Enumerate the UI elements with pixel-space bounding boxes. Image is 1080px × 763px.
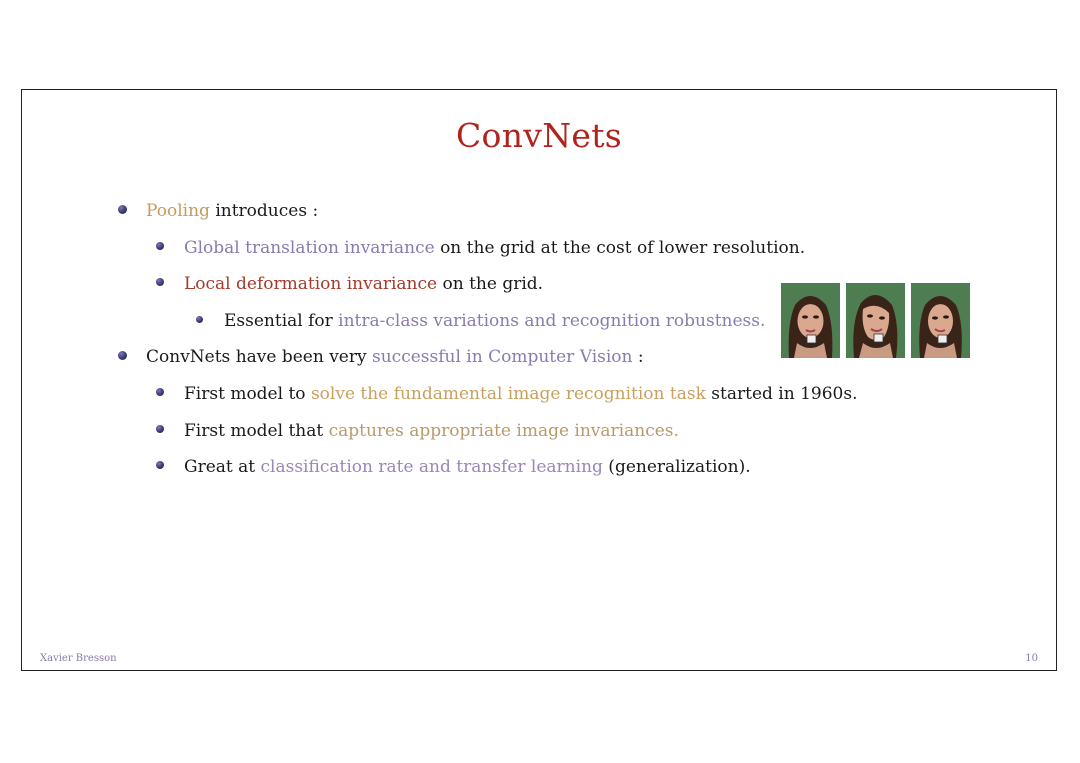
bullet-marker — [196, 316, 203, 323]
face-image-2 — [846, 283, 905, 358]
bullet-text-part: introduces : — [209, 201, 319, 221]
face-image-2-drawing — [846, 283, 905, 358]
bullet-marker — [118, 351, 127, 360]
bullet-text-part: Global translation invariance — [184, 238, 435, 258]
face-image-3 — [911, 283, 970, 358]
bullet-text-part: captures appropriate image invariances. — [328, 421, 679, 441]
slide-title: ConvNets — [455, 116, 622, 155]
bullet-text-level-3 — [224, 310, 765, 332]
bullet-text-part: : — [632, 347, 644, 367]
bullet-text-part: Pooling — [146, 201, 210, 221]
footer-author: Xavier Bresson — [40, 653, 117, 664]
face-images — [781, 283, 971, 358]
bullet-marker — [156, 278, 164, 286]
bullet-text-part: intra-class variations and recognition robustness. — [338, 311, 766, 331]
bullet-list — [22, 90, 1056, 670]
bullet-marker — [156, 388, 164, 396]
face-image-1-drawing — [781, 283, 840, 358]
bullet-text-part: classification rate and transfer learning — [260, 457, 603, 477]
bullet-text-level-1 — [146, 346, 644, 368]
page-number: 10 — [1025, 653, 1038, 664]
bullet-text-part: successful in Computer Vision — [372, 347, 633, 367]
bullet-text-part: Essential for — [224, 311, 339, 331]
face-image-3-drawing — [911, 283, 970, 358]
bullet-text-part: started in 1960s. — [705, 384, 858, 404]
face-image-1 — [781, 283, 840, 358]
bullet-text-part: Local deformation invariance — [184, 274, 438, 294]
bullet-text-part: on the grid at the cost of lower resolution. — [434, 238, 806, 258]
slide-frame — [21, 89, 1057, 671]
bullet-text-part: ConvNets have been very — [146, 347, 372, 367]
bullet-text-level-2 — [184, 420, 679, 442]
bullet-text-part: on the grid. — [437, 274, 544, 294]
bullet-text-part: (generalization). — [602, 457, 751, 477]
bullet-marker — [156, 425, 164, 433]
bullet-marker — [156, 461, 164, 469]
bullet-marker — [118, 205, 127, 214]
bullet-text-part: First model that — [184, 421, 329, 441]
bullet-text-part: Great at — [184, 457, 261, 477]
bullet-marker — [156, 242, 164, 250]
bullet-text-level-2 — [184, 237, 805, 259]
bullet-text-part: First model to — [184, 384, 311, 404]
bullet-text-level-2 — [184, 273, 543, 295]
bullet-text-part: solve the fundamental image recognition task — [310, 384, 706, 404]
bullet-text-level-2 — [184, 383, 857, 405]
bullet-text-level-2 — [184, 456, 751, 478]
bullet-text-level-1 — [146, 200, 318, 222]
